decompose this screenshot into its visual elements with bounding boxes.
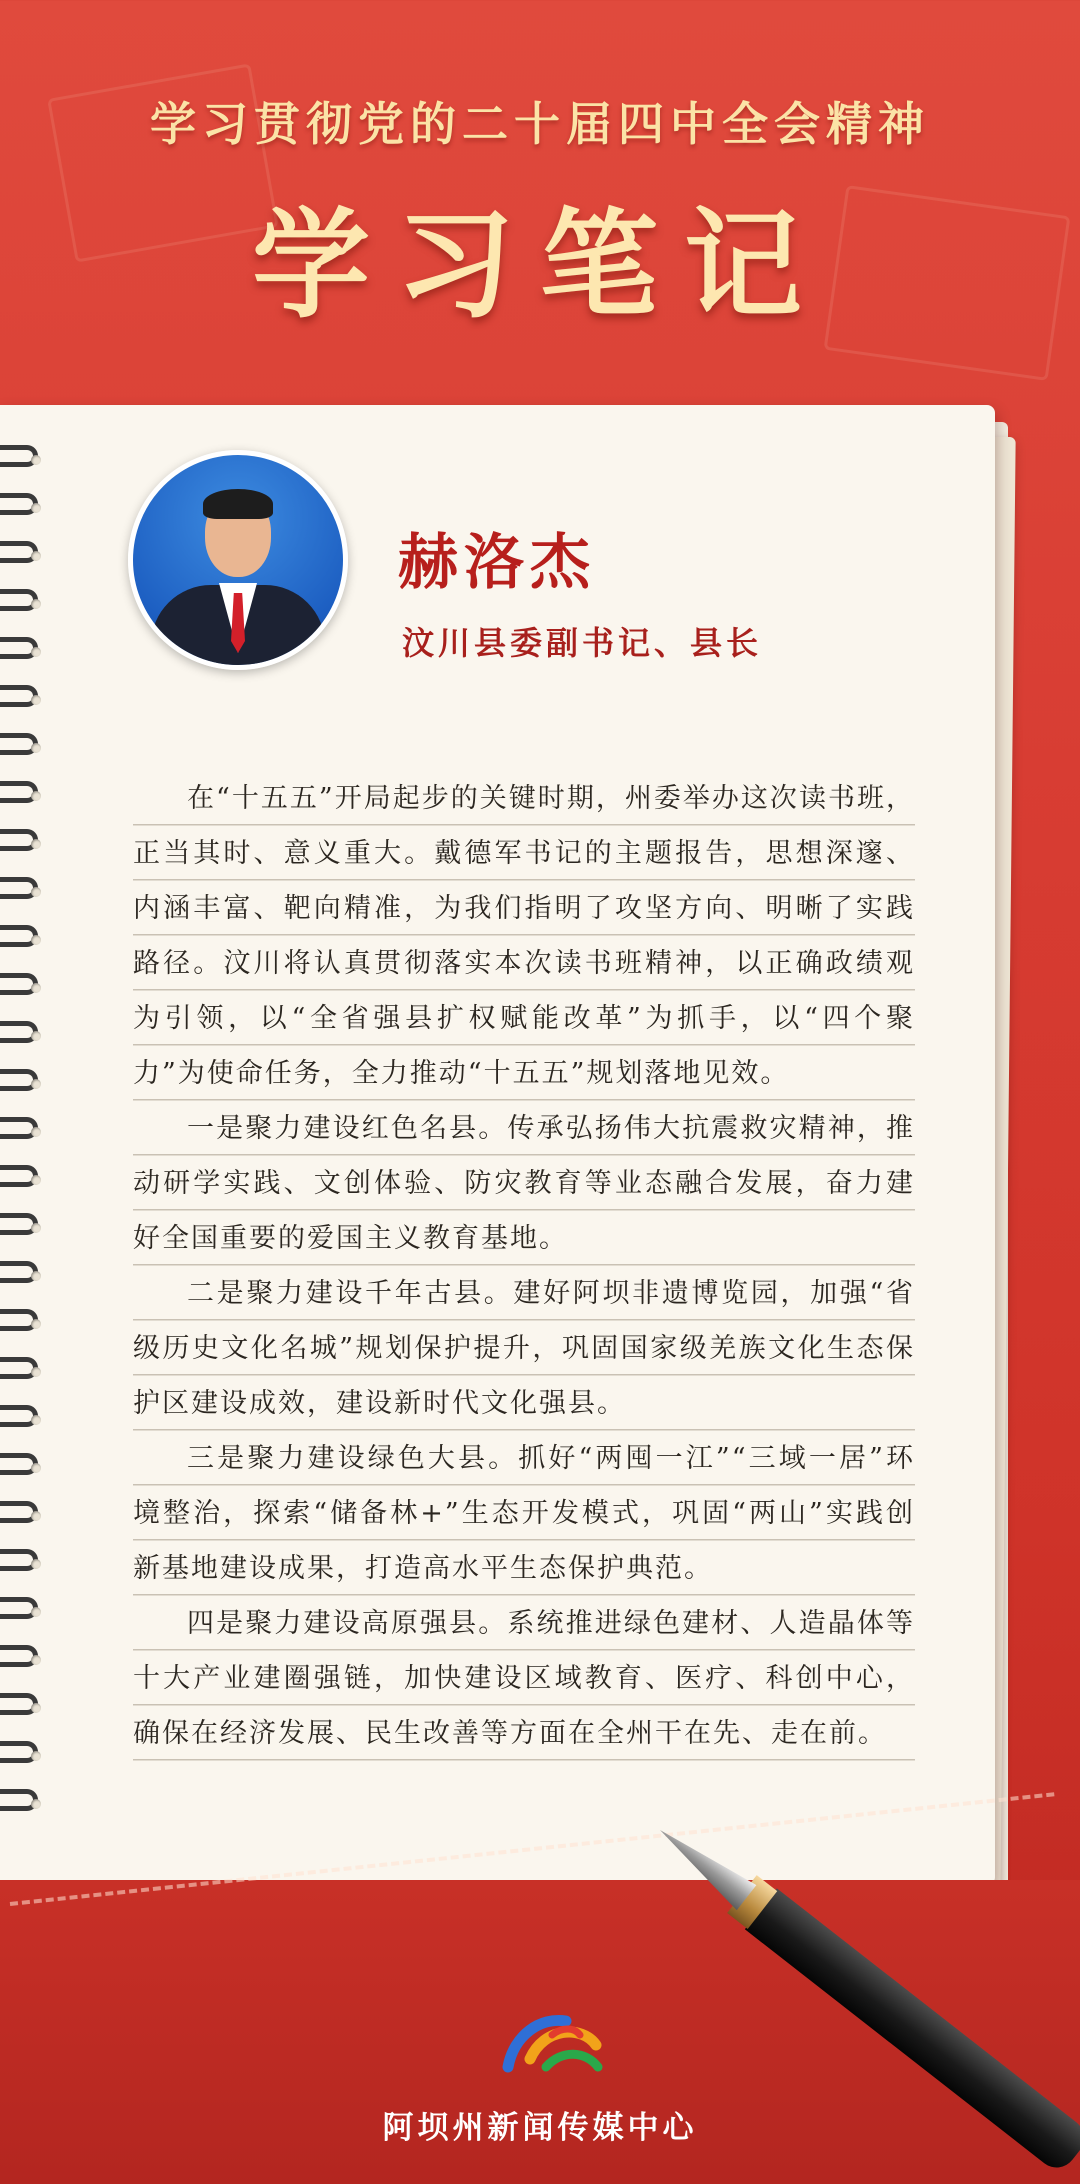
- spiral-ring: [0, 1501, 38, 1523]
- article-body: [133, 771, 915, 1761]
- spiral-ring: [0, 973, 38, 995]
- spiral-ring: [0, 1693, 38, 1715]
- organization-name: 阿坝州新闻传媒中心: [382, 2110, 698, 2146]
- portrait-avatar: [128, 450, 348, 670]
- media-center-logo: [500, 2005, 610, 2085]
- spiral-ring: [0, 781, 38, 803]
- spiral-binding: [0, 445, 46, 1837]
- spiral-ring: [0, 1117, 38, 1139]
- page-title: 学习笔记: [251, 196, 828, 334]
- spiral-ring: [0, 1261, 38, 1283]
- spiral-ring: [0, 1789, 38, 1811]
- paragraph-point-1: 一是聚力建设红色名县。传承弘扬伟大抗震救灾精神，推动研学实践、文创体验、防灾教育等业态融合发展，奋力建好全国重要的爱国主义教育基地。: [133, 1113, 915, 1254]
- portrait-hair: [203, 489, 273, 519]
- paragraph-intro: 在“十五五”开局起步的关键时期，州委举办这次读书班，正当其时、意义重大。戴德军书记的主题报告，思想深邃、内涵丰富、靶向精准，为我们指明了攻坚方向、明晰了实践路径。汶川将认真贯彻落实本次读书班精神，以正确政绩观为引领，以“全省强县扩权赋能改革”为抓手，以“四个聚力”为使命任务，全力推动“十五五”规划落地见效。: [133, 783, 915, 1089]
- spiral-ring: [0, 1645, 38, 1667]
- spiral-ring: [0, 1069, 38, 1091]
- spiral-ring: [0, 1309, 38, 1331]
- spiral-ring: [0, 637, 38, 659]
- spiral-ring: [0, 1549, 38, 1571]
- spiral-ring: [0, 589, 38, 611]
- spiral-ring: [0, 1357, 38, 1379]
- spiral-ring: [0, 1741, 38, 1763]
- spiral-ring: [0, 445, 38, 467]
- paragraph-point-4: 四是聚力建设高原强县。系统推进绿色建材、人造晶体等十大产业建圈强链，加快建设区域教育、医疗、科创中心，确保在经济发展、民生改善等方面在全州干在先、走在前。: [133, 1608, 915, 1749]
- spiral-ring: [0, 685, 38, 707]
- person-position: 汶川县委副书记、县长: [402, 624, 763, 662]
- spiral-ring: [0, 877, 38, 899]
- spiral-ring: [0, 541, 38, 563]
- spiral-ring: [0, 1165, 38, 1187]
- spiral-ring: [0, 829, 38, 851]
- person-name: 赫洛杰: [398, 528, 596, 598]
- spiral-ring: [0, 1453, 38, 1475]
- spiral-ring: [0, 733, 38, 755]
- spiral-ring: [0, 1213, 38, 1235]
- spiral-ring: [0, 493, 38, 515]
- spiral-ring: [0, 925, 38, 947]
- spiral-ring: [0, 1597, 38, 1619]
- headline: 学习贯彻党的二十届四中全会精神: [150, 97, 930, 151]
- paragraph-point-2: 二是聚力建设千年古县。建好阿坝非遗博览园，加强“省级历史文化名城”规划保护提升，巩固国家级羌族文化生态保护区建设成效，建设新时代文化强县。: [133, 1278, 915, 1419]
- spiral-ring: [0, 1021, 38, 1043]
- paragraph-point-3: 三是聚力建设绿色大县。抓好“两囤一江”“三域一居”环境整治，探索“储备林+”生态开发模式，巩固“两山”实践创新基地建设成果，打造高水平生态保护典范。: [133, 1443, 915, 1584]
- spiral-ring: [0, 1405, 38, 1427]
